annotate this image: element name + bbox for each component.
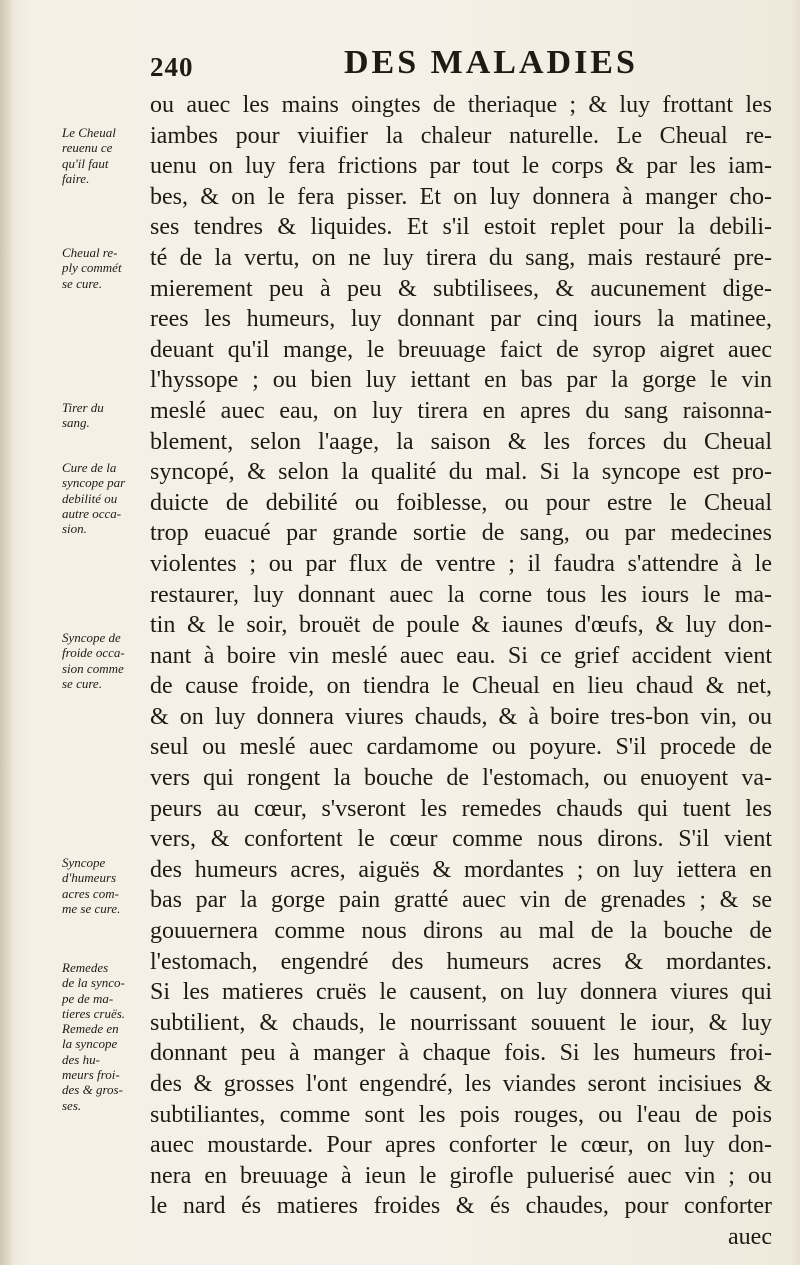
- text-line: peurs au cœur, s'vseront les remedes chauds qui tuent les: [150, 795, 772, 822]
- margin-note-line: me se cure.: [62, 900, 121, 916]
- margin-note-line: ply commét: [62, 260, 122, 276]
- text-line: subtiliantes, comme sont les pois rouges, ou l'eau de pois: [150, 1101, 772, 1128]
- text-line: des humeurs acres, aiguës & mordantes ; on luy iettera en: [150, 856, 772, 883]
- text-line: auec moustarde. Pour apres conforter le cœur, on luy don-: [150, 1132, 772, 1159]
- text-line: le nard és matieres froides & és chaudes, pour conforter: [150, 1193, 772, 1220]
- text-line: ses tendres & liquides. Et s'il estoit replet pour la debili-: [150, 214, 772, 241]
- text-line: gouuernera comme nous dirons au mal de la bouche de: [150, 918, 772, 945]
- page-number: 240: [150, 52, 194, 82]
- text-line: rees les humeurs, luy donnant par cinq iours la matinee,: [150, 306, 772, 333]
- text-line: auec: [728, 1223, 772, 1250]
- body-text: [150, 90, 772, 1253]
- margin-note: [62, 855, 154, 916]
- text-line: seul ou meslé auec cardamome ou poyure. S'il procede de: [150, 734, 772, 761]
- margin-note-line: Le Cheual: [62, 125, 116, 140]
- text-line: bas par la gorge pain gratté auec vin de grenades ; & se: [150, 887, 772, 914]
- margin-note-line: des & gros-: [62, 1082, 123, 1098]
- margin-note-line: Remedes: [62, 960, 109, 975]
- text-line: & on luy donnera viures chauds, & à boire tres-bon vin, ou: [150, 703, 772, 730]
- text-line: blement, selon l'aage, la saison & les forces du Cheual: [150, 428, 772, 455]
- margin-note-line: sang.: [62, 415, 90, 431]
- text-line: syncopé, & selon la qualité du mal. Si la syncope est pro-: [150, 459, 772, 486]
- margin-note-line: syncope par: [62, 475, 126, 491]
- margin-note: [62, 400, 154, 431]
- margin-note-line: se cure.: [62, 275, 102, 291]
- text-line: bes, & on le fera pisser. Et on luy donnera à manger cho-: [150, 183, 772, 210]
- running-title: DES MALADIES: [344, 44, 638, 81]
- margin-note-line: se cure.: [62, 675, 102, 691]
- margin-note-line: debilité ou: [62, 490, 118, 506]
- margin-note: [62, 630, 154, 691]
- text-line: iambes pour viuifier la chaleur naturelle. Le Cheual re-: [150, 122, 772, 149]
- margin-note-line: la syncope: [62, 1036, 118, 1052]
- margin-note-line: acres com-: [62, 885, 119, 901]
- margin-note-line: autre occa-: [62, 505, 122, 521]
- text-line: nera en breuuage à ieun le girofle puluerisé auec vin ; ou: [150, 1162, 772, 1189]
- text-line: des & grosses l'ont engendré, les viandes seront incisiues &: [150, 1071, 772, 1097]
- margin-note-line: tieres cruës.: [62, 1005, 126, 1021]
- text-line: violentes ; ou par flux de ventre ; il faudra s'attendre à le: [150, 550, 772, 577]
- text-line: Si les matieres cruës le causent, on luy donnera viures qui: [150, 979, 772, 1006]
- margin-note-line: froide occa-: [62, 645, 125, 661]
- text-line: duicte de debilité ou foiblesse, ou pour estre le Cheual: [150, 489, 772, 516]
- text-line: donnant peu à manger à chaque fois. Si les humeurs froi-: [150, 1040, 772, 1067]
- text-line: de cause froide, on tiendra le Cheual en lieu chaud & net,: [150, 673, 772, 700]
- running-head: [150, 42, 770, 86]
- margin-note-line: Cure de la: [62, 460, 117, 475]
- margin-note: [62, 245, 154, 291]
- margin-note-line: Syncope: [62, 855, 106, 870]
- margin-note-line: sion comme: [62, 660, 124, 676]
- text-line: meslé auec eau, on luy tirera en apres du sang raisonna-: [150, 397, 772, 424]
- margin-note-line: faire.: [62, 170, 90, 186]
- text-line: té de la vertu, on ne luy tirera du sang, mais restauré pre-: [150, 244, 772, 271]
- text-line: subtilient, & chauds, le nourrissant souuent le iour, & luy: [150, 1009, 772, 1036]
- margin-note-line: des hu-: [62, 1051, 100, 1067]
- text-line: uenu on luy fera frictions par tout le corps & par les iam-: [150, 153, 772, 180]
- margin-note-line: de la synco-: [62, 975, 125, 991]
- margin-note: [62, 960, 154, 1113]
- margin-note-line: Remede en: [62, 1021, 119, 1037]
- margin-note-line: qu'il faut: [62, 155, 109, 171]
- margin-note: [62, 460, 154, 536]
- margin-note-line: Syncope de: [62, 630, 121, 645]
- text-line: vers qui rongent la bouche de l'estomach, ou enuoyent va-: [150, 765, 772, 792]
- text-line: vers, & confortent le cœur comme nous dirons. S'il vient: [150, 826, 772, 853]
- text-line: ou auec les mains oingtes de theriaque ; & luy frottant les: [150, 92, 772, 118]
- margin-note-line: reuenu ce: [62, 140, 113, 156]
- margin-note-line: pe de ma-: [62, 990, 114, 1006]
- text-line: deuant qu'il mange, le breuuage faict de syrop aigret auec: [150, 336, 772, 363]
- text-line: l'hyssope ; ou bien luy iettant en bas par la gorge le vin: [150, 367, 772, 394]
- margin-note-line: d'humeurs: [62, 870, 117, 886]
- margin-note-line: Tirer du: [62, 400, 104, 415]
- text-line: mierement peu à peu & subtilisees, & aucunement dige-: [150, 275, 772, 302]
- margin-note-line: meurs froi-: [62, 1067, 120, 1083]
- text-line: nant à boire vin meslé auec eau. Si ce grief accident vient: [150, 642, 772, 669]
- text-line: l'estomach, engendré des humeurs acres & mordantes.: [150, 948, 772, 975]
- margin-note-line: ses.: [62, 1097, 82, 1113]
- margin-note: [62, 125, 154, 186]
- text-line: restaurer, luy donnant auec la corne tous les iours le ma-: [150, 581, 772, 608]
- margin-note-line: sion.: [62, 521, 87, 537]
- text-line: tin & le soir, brouët de poule & iaunes d'œufs, & luy don-: [150, 612, 772, 639]
- text-line: trop euacué par grande sortie de sang, ou par medecines: [150, 520, 772, 547]
- page-gutter-shadow: [0, 0, 14, 1265]
- margin-note-line: Cheual re-: [62, 245, 118, 260]
